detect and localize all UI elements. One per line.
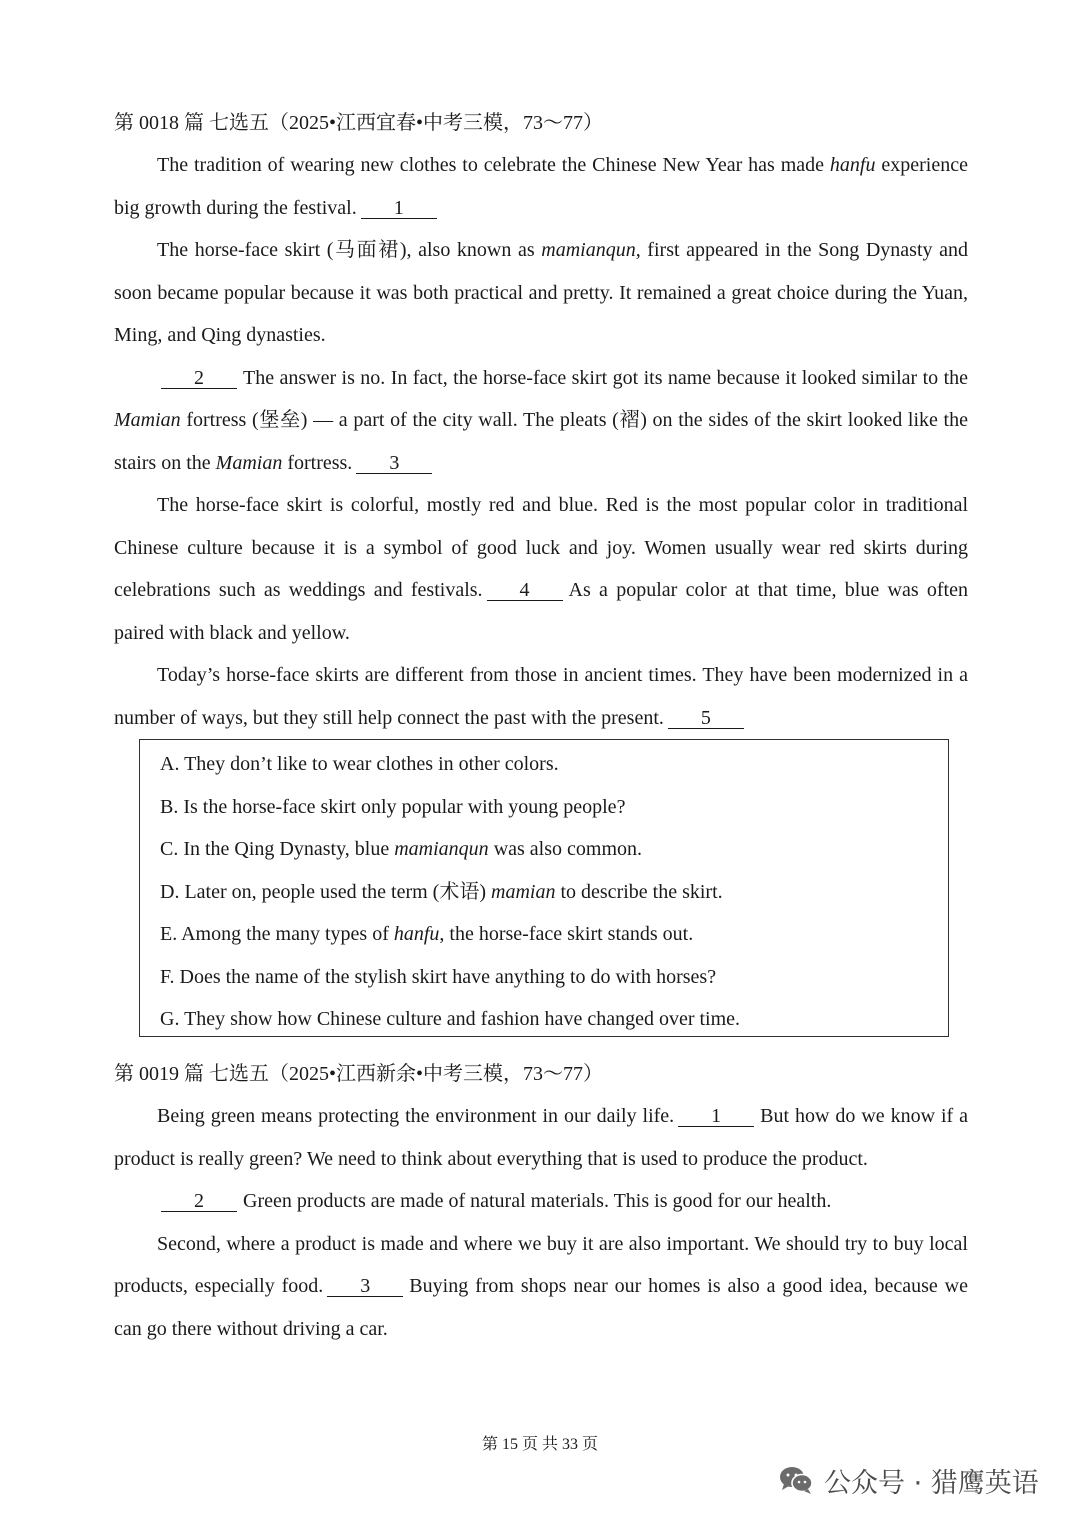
option-a <box>160 743 948 786</box>
text-run: C. In the Qing Dynasty, blue <box>160 838 395 860</box>
answer-blank: 2 <box>161 1191 237 1212</box>
italic-term: Mamian <box>114 409 181 431</box>
text-run: The horse-face skirt is colorful, mostly red and blue. Red is the most popular color in traditional Chinese culture because it is a symbol of good luck and joy. Women usually wear red skirts during celebrations such as weddings and festivals. <box>114 494 968 601</box>
option-b <box>160 786 948 829</box>
text-run: E. Among the many types of <box>160 923 394 945</box>
text-run: A. They don’t like to wear clothes in other colors. <box>160 753 559 775</box>
italic-term: hanfu <box>393 923 440 945</box>
answer-blank: 2 <box>161 368 237 389</box>
text-run: B. Is the horse-face skirt only popular with young people? <box>160 795 626 818</box>
text-run: Being green means protecting the environment in our daily life. <box>157 1105 675 1127</box>
text-run: Buying from shops near our homes is also a good idea, because we can go there without driving a car. <box>114 1275 968 1340</box>
italic-term: mamian <box>491 880 556 903</box>
answer-blank: 1 <box>678 1106 754 1127</box>
option-e <box>160 913 948 956</box>
text-run: Green products are made of natural materials. This is good for our health. <box>243 1190 832 1212</box>
answer-blank: 3 <box>356 453 432 474</box>
watermark <box>778 1462 1039 1498</box>
italic-term: mamianqun <box>394 838 489 860</box>
text-run: to describe the skirt. <box>555 880 723 903</box>
passage-19-paragraph-1 <box>114 1095 968 1180</box>
text-run: Second, where a product is made and where we buy it are also important. We should try to buy local products, especially food. <box>114 1232 968 1297</box>
option-g <box>160 998 948 1041</box>
text-run: , the horse-face skirt stands out. <box>439 923 694 945</box>
passage-19-paragraph-2 <box>114 1180 968 1223</box>
option-c <box>160 828 948 871</box>
passage-18-paragraph-3 <box>114 357 968 485</box>
answer-blank: 1 <box>361 198 437 219</box>
text-run: F. Does the name of the stylish skirt have anything to do with horses? <box>160 965 717 988</box>
page-number: 第 15 页 共 33 页 <box>481 1436 598 1453</box>
text-run: As a popular color at that time, blue was often paired with black and yellow. <box>114 579 968 644</box>
answer-blank: 4 <box>487 580 563 601</box>
text-run: fortress. <box>282 451 353 474</box>
passage-19-heading: 第 0019 篇 七选五（2025•江西新余•中考三模，73～77） <box>114 1063 604 1085</box>
passage-18-heading: 第 0018 篇 七选五（2025•江西宜春•中考三模，73～77） <box>114 112 604 134</box>
text-run: fortress (堡垒) — a part of the city wall. The pleats (褶) on the sides of the skirt looked like the stairs on the <box>114 409 968 474</box>
passage-18-paragraph-1 <box>114 144 968 229</box>
text-run: D. Later on, people used the term (术语) <box>160 880 492 903</box>
passage-18-paragraph-5 <box>114 654 968 739</box>
watermark-text: 公众号 · 猎鹰英语 <box>824 1467 1039 1499</box>
text-run: The horse-face skirt (马面裙), also known as <box>157 239 542 261</box>
passage-18-paragraph-4 <box>114 484 968 654</box>
answer-blank: 5 <box>668 708 744 729</box>
text-run: , first appeared in the Song Dynasty and soon became popular because it was both practical and pretty. It remained a great choice during the Yuan, Ming, and Qing dynasties. <box>114 239 968 346</box>
italic-term: Mamian <box>215 451 283 474</box>
wechat-icon <box>778 1465 814 1495</box>
text-run: experience big growth during the festival. <box>114 154 968 219</box>
passage-19-paragraph-3 <box>114 1223 968 1351</box>
italic-term: mamianqun <box>541 239 636 261</box>
text-run: was also common. <box>488 838 642 860</box>
passage-18-paragraph-2 <box>114 229 968 357</box>
option-d <box>160 871 948 914</box>
text-run: Today’s horse-face skirts are different from those in ancient times. They have been modernized in a number of ways, but they still help connect the past with the present. <box>114 664 968 729</box>
option-f <box>160 956 948 999</box>
italic-term: hanfu <box>829 154 876 176</box>
text-run: The answer is no. In fact, the horse-face skirt got its name because it looked similar to the <box>243 366 968 389</box>
text-run: G. They show how Chinese culture and fashion have changed over time. <box>160 1008 741 1030</box>
document-page <box>114 100 968 1350</box>
text-run: But how do we know if a product is really green? We need to think about everything that is used to produce the product. <box>114 1105 968 1170</box>
passage-18-options-box <box>139 739 949 1037</box>
text-run: The tradition of wearing new clothes to celebrate the Chinese New Year has made <box>157 154 830 176</box>
answer-blank: 3 <box>327 1276 403 1297</box>
